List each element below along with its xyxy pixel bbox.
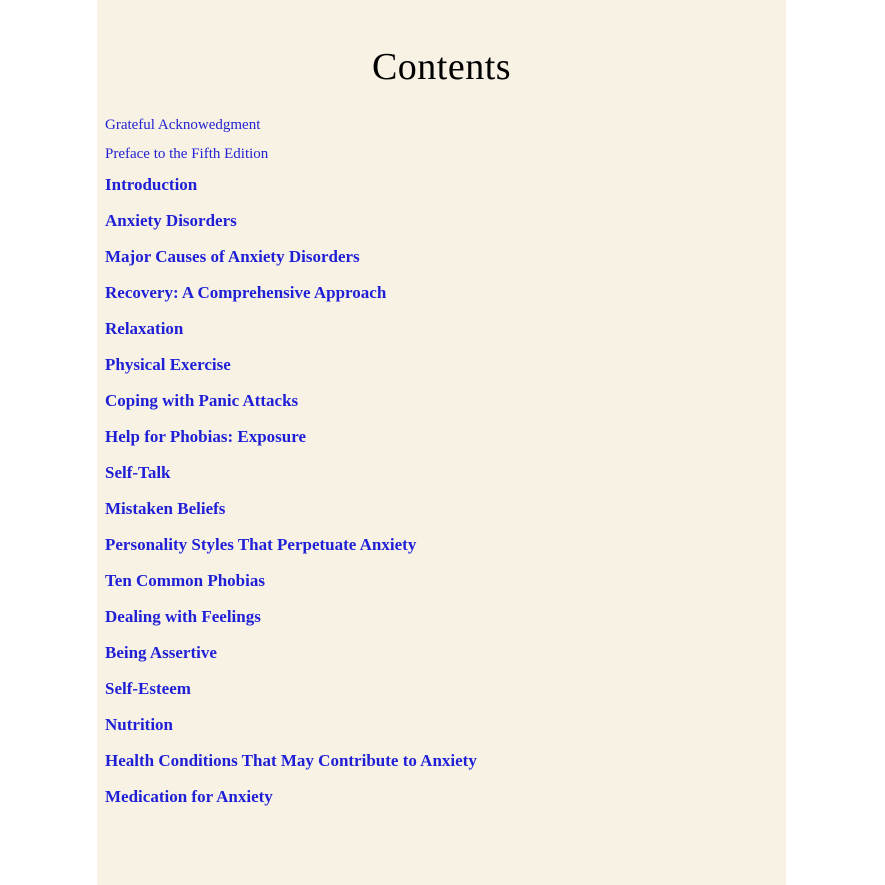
page-title: Contents bbox=[371, 46, 512, 88]
toc-chapter-link[interactable]: Nutrition bbox=[105, 714, 173, 734]
toc-chapter-link[interactable]: Medication for Anxiety bbox=[105, 786, 273, 806]
toc-chapter-link[interactable]: Help for Phobias: Exposure bbox=[105, 426, 307, 446]
toc-chapter-link[interactable]: Recovery: A Comprehensive Approach bbox=[105, 282, 387, 302]
ebook-page bbox=[97, 0, 786, 885]
toc-chapter-link[interactable]: Ten Common Phobias bbox=[105, 570, 265, 590]
toc-chapter-link[interactable]: Being Assertive bbox=[105, 642, 217, 662]
toc-chapter-link[interactable]: Self-Talk bbox=[105, 462, 171, 482]
toc-chapter-link[interactable]: Personality Styles That Perpetuate Anxiety bbox=[105, 534, 417, 554]
toc-chapter-link[interactable]: Health Conditions That May Contribute to Anxiety bbox=[105, 750, 477, 770]
toc-chapter-link[interactable]: Self-Esteem bbox=[105, 678, 191, 698]
toc-chapter-link[interactable]: Introduction bbox=[105, 174, 198, 194]
toc-chapter-link[interactable]: Physical Exercise bbox=[105, 354, 231, 374]
toc-chapter-link[interactable]: Major Causes of Anxiety Disorders bbox=[105, 246, 360, 266]
toc-chapter-link[interactable]: Mistaken Beliefs bbox=[105, 498, 226, 518]
table-of-contents bbox=[97, 116, 786, 808]
toc-chapter-link[interactable]: Coping with Panic Attacks bbox=[105, 390, 299, 410]
toc-chapter-link[interactable]: Relaxation bbox=[105, 318, 184, 338]
toc-chapter-link[interactable]: Dealing with Feelings bbox=[105, 606, 261, 626]
toc-front-matter-link[interactable]: Grateful Acknowedgment bbox=[105, 116, 261, 133]
toc-chapter-link[interactable]: Anxiety Disorders bbox=[105, 210, 237, 230]
toc-front-matter-link[interactable]: Preface to the Fifth Edition bbox=[105, 145, 269, 162]
